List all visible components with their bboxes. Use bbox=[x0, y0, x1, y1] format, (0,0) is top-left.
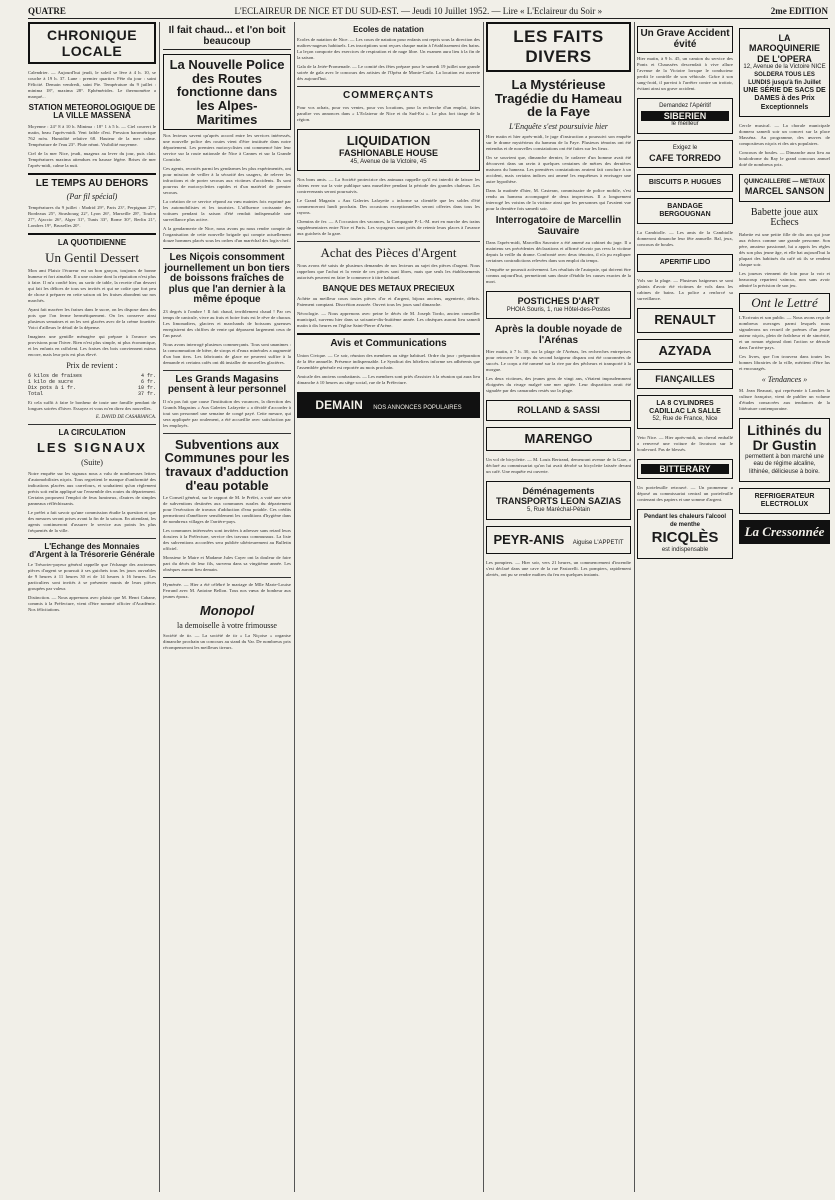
body-text: Les deux victimes, des jeunes gens de vingt ans, s'étaient imprudemment éloignées du rivage malgré une mer agitée. Leur disparition avait été signalée par des camarades restés sur la plage. bbox=[486, 376, 631, 394]
body-text: Nécrologie. — Nous apprenons avec peine le décès de M. Joseph Tordo, ancien conseiller municipal, survenu hier dans sa soixante-dix-huitième année. Les obsèques auront lieu samedi matin à dix heures en l'église Saint-Pierre d'Arène. bbox=[297, 311, 480, 329]
body-text: Un portefeuille retrouvé. — Un promeneur a déposé au commissariat central un portefeuille contenant des papiers et une somme d'argent. bbox=[637, 485, 733, 503]
body-text: Nous avons été saisis de plusieurs demandes de nos lecteurs au sujet des pièces d'argent. Nous rappelons que l'achat et la vente de ces pièces sont libres, mais que seuls les établissements autorisés peuvent en faire le commerce à titre habituel. bbox=[297, 262, 480, 280]
prix-table bbox=[28, 373, 156, 397]
renault-title: RENAULT bbox=[654, 312, 716, 328]
divider bbox=[28, 173, 156, 175]
column-chronique bbox=[28, 22, 156, 1194]
divider bbox=[28, 424, 156, 425]
section-banner-chronique: CHRONIQUE LOCALE bbox=[28, 22, 156, 64]
body-text: Un vol de bicyclette. — M. Louis Bertrand, demeurant avenue de la Gare, a déclaré au commissariat qu'on lui avait dérobé sa bicyclette laissée devant un café. Une enquête est ouverte. bbox=[486, 457, 631, 475]
quotidienne-heading: LA QUOTIDIENNE bbox=[57, 237, 127, 247]
column-right bbox=[739, 22, 830, 1194]
body-text: Veto Nice. — Hier après-midi, un cheval emballé a renversé une voiture de livraison sur le boulevard. Pas de blessés. bbox=[637, 435, 733, 453]
body-text: La Cambiolle. — Les amis de la Cambiolle donneront dimanche leur fête annuelle. Bal, jeux, concours de boules. bbox=[637, 230, 733, 248]
divider bbox=[163, 370, 291, 371]
body-text: 23 degrés à l'ombre ! Il fait chaud, terriblement chaud ! Par ces temps de canicule, vivre au frais et boire frais est le rêve de chacun. Les limonadiers, glaciers et marchands de boissons gazeuses enregistrent des chiffres de vente qui dépassent largement ceux de l'an passé. bbox=[163, 308, 291, 338]
liquidation-ad bbox=[297, 129, 480, 171]
fiancailles-title: FIANÇAILLES bbox=[655, 373, 715, 384]
column-police bbox=[163, 22, 291, 1194]
ricqles-pre: Pendant les chaleurs l'alcool de menthe bbox=[643, 514, 727, 529]
body-text: L'Ecrivain et son public. — Nous avons reçu de nombreux ouvrages parmi lesquels nous signalerons un recueil de poèmes d'un jeune auteur niçois, plein de fraîcheur et de sincérité, et un roman régional dont l'action se déroule dans l'arrière-pays. bbox=[739, 315, 830, 351]
edition-label: 2me EDITION bbox=[770, 6, 828, 16]
siberien-post: le meilleur bbox=[671, 121, 699, 128]
signaux-subheading: (Suite) bbox=[81, 458, 103, 468]
monopol-ad-title: Monopol bbox=[199, 603, 255, 619]
rolland-title: ROLLAND & SASSI bbox=[517, 405, 600, 416]
body-text: Hier matin et hier après-midi, le juge d'instruction a poursuivi son enquête sur le drame mystérieux du hameau de la Faye. Plusieurs témoins ont été entendus et de nouvelles constatations ont été faites sur les lieux. bbox=[486, 134, 631, 152]
divider bbox=[28, 538, 156, 539]
body-text: Calendrier. — Aujourd'hui jeudi, le soleil se lève à 4 h. 10, se couche à 19 h. 37. Lune : premier quartier. Fête du jour : saint Félicité. Demain vendredi, saint Pie. Température du 9 juillet : minima 18°, maxima 28°. Ephémérides. Le thermomètre a marqué... bbox=[28, 70, 156, 99]
commercants-heading: COMMERÇANTS bbox=[343, 90, 434, 102]
article-subtitle: Interrogatoire de Marcellin Sauvaire bbox=[495, 215, 622, 237]
tendances-title: « Tendances » bbox=[761, 375, 808, 385]
maroquinerie-title: LA MAROQUINERIE DE L'OPERA bbox=[748, 33, 820, 64]
article-title: La Mystérieuse Tragédie du Hameau de la Faye bbox=[494, 77, 623, 120]
electrolux-ad bbox=[739, 488, 830, 514]
bandage-ad bbox=[637, 198, 733, 224]
circulation-heading: LA CIRCULATION bbox=[58, 428, 126, 438]
body-text: Le Trésorier-payeur général rappelle que l'échange des anciennes pièces d'argent se poursuit à ses guichets tous les jours ouvrables de 9 heures à 11 heures 30 et de 14 heures à 16 heures. Les particuliers sont invités à se présenter munis de leurs pièces groupées par valeur. bbox=[28, 562, 156, 592]
lithines-subtitle: permettent à bon marché une eau de régime alcaline, lithinée, délicieuse à boire. bbox=[745, 453, 824, 476]
azyada-ad bbox=[637, 339, 733, 363]
fashionable-address: 45, Avenue de la Victoire, 45 bbox=[350, 158, 427, 165]
body-text: Le Conseil général, sur le rapport de M. le Préfet, a voté une série de subventions destinées aux communes rurales du département pour l'exécution de travaux d'adduction d'eau potable. Ces crédits permettront d'améliorer sensiblement les conditions d'hygiène dans de nombreux villages de l'arrière-pays. bbox=[163, 495, 291, 525]
body-text: Monsieur le Maire et Madame Jules Cayer ont la douleur de faire part du décès de leur fils, survenu dans sa vingtième année. Les obsèques auront lieu demain. bbox=[163, 555, 291, 573]
article-title: Ecoles de natation bbox=[353, 25, 424, 34]
article-title: La Nouvelle Police des Routes fonctionne dans les Alpes-Maritimes bbox=[163, 54, 291, 130]
article-title: Les Niçois consomment journellement un bon tiers de boissons fraîches de plus que l'an dernier à la même époque bbox=[164, 252, 290, 306]
demain-title: DEMAIN bbox=[315, 397, 363, 412]
cafe-title: CAFE TORREDO bbox=[649, 152, 721, 163]
biscuits-title: BISCUITS P. HUGUES bbox=[648, 179, 722, 187]
byline: E. DAVID DE CASABIANCA. bbox=[95, 415, 156, 421]
maroquinerie-ad bbox=[739, 28, 830, 117]
avis-heading: Avis et Communications bbox=[330, 338, 447, 350]
peyr-anis-subtitle: Aiguise L'APPETIT bbox=[572, 539, 624, 546]
cadillac-address: 52, Rue de France, Nice bbox=[652, 416, 718, 423]
ricqles-subtitle: est indispensable bbox=[661, 546, 709, 553]
divider bbox=[297, 241, 480, 242]
lithines-ad bbox=[739, 418, 830, 482]
body-text: Société de tir. — La société de tir « La Niçoise » organise dimanche prochain un concours au stand du Var. De nombreux prix récompenseront les meilleurs tireurs. bbox=[163, 633, 291, 651]
body-text: Les pompiers. — Hier soir, vers 21 heures, un commencement d'incendie s'est déclaré dans une cave de la rue Pastorelli. Les pompiers, rapidement alertés, ont pu se rendre maîtres du feu en quelques instants. bbox=[486, 559, 631, 577]
ricqles-title: RICQLÈS bbox=[651, 529, 719, 547]
liquidation-title: LIQUIDATION bbox=[346, 132, 431, 148]
transports-address: 5, Rue Maréchal-Pétain bbox=[526, 506, 591, 513]
body-text: Ecoles de natation de Nice. — Les cours de natation pour enfants ont repris sous la direction des maîtres-nageurs habituels. Les inscriptions sont reçues chaque matin à l'établissement des bains. La leçon comporte des exercices de respiration et de nage libre. Un examen aura lieu à la fin de la saison. bbox=[297, 37, 480, 61]
body-text: Dans l'après-midi, Marcellin Sauvaire a été amené au cabinet du juge. Il a maintenu ses précédentes déclarations et affirmé n'avoir pas revu la victime depuis la veille du drame. Confronté avec deux témoins, il n'a pu expliquer certaines contradictions relevées dans son emploi du temps. bbox=[486, 240, 631, 264]
fashionable-title: FASHIONABLE HOUSE bbox=[338, 148, 438, 159]
body-text: Il n'a pas fait que cause l'institution des vacances, la direction des Grands Magasins « Aux Galeries Lafayette » a décidé d'accorder à tout son personnel une semaine de congé payé. Cette mesure, qui sera appliquée par roulement, a été accueillie avec satisfaction par les employés. bbox=[163, 398, 291, 428]
article-title: Un Grave Accident évité bbox=[637, 26, 733, 53]
body-text: Nos lecteurs savent qu'après accord entre les services intéressés, une nouvelle police des routes vient d'être instituée dans notre département. Les premiers motocyclistes ont commencé hier leur service sur la route nationale de Nice à Cannes et sur la Grande Corniche. bbox=[163, 133, 291, 163]
peyr-anis-title: PEYR-ANIS bbox=[493, 531, 565, 547]
banque-title: BANQUE DES METAUX PRECIEUX bbox=[322, 283, 455, 293]
body-text: Pour vos achats, pour vos ventes, pour vos locations, pour la recherche d'un emploi, faites paraître vos annonces dans « L'Eclaireur de Nice et du Sud-Est ». Le plus fort tirage de la région. bbox=[297, 104, 480, 122]
running-header bbox=[28, 4, 828, 19]
body-text: A la gendarmerie de Nice, nous avons pu nous rendre compte de l'organisation de cette nouvelle brigade qui compte actuellement douze hommes placés sous les ordres d'un maréchal des logis-chef. bbox=[163, 226, 291, 244]
table-row: 1 kilo de sucre 6 fr. bbox=[28, 379, 156, 386]
column-ads bbox=[637, 22, 830, 1194]
body-text: Vols sur la plage. — Plusieurs baigneurs se sont plaints d'avoir été victimes de vols dans les cabines de bains. La police a renforcé sa surveillance. bbox=[637, 278, 733, 302]
maroquinerie-solde: SOLDERA TOUS LES LUNDIS jusqu'à fin Juillet bbox=[748, 71, 821, 86]
article-title: Après la double noyade de l'Arénas bbox=[494, 324, 623, 346]
column-communications bbox=[297, 22, 480, 1194]
body-text: Amicale des anciens combattants. — Les membres sont priés d'assister à la réunion qui aura lieu dimanche à 10 heures au siège social, rue de la Préfecture. bbox=[297, 373, 480, 385]
body-text: Ciel de la mer Nice, jeudi, nuageux au lever du jour, puis clair. Températures maxima attendues en hausse légère. Brises de mer l'après-midi, calme la nuit. bbox=[28, 150, 156, 168]
body-text: Concours de boules. — Dimanche aura lieu au boulodrome du Ray le grand concours annuel doté de nombreux prix. bbox=[739, 149, 830, 167]
article-title: Un Gentil Dessert bbox=[45, 250, 139, 266]
bitterary-ad bbox=[637, 459, 733, 479]
body-text: Cercle musical. — La chorale municipale donnera samedi soir un concert sur la place Masséna. Au programme, des œuvres de compositeurs niçois et des airs populaires. bbox=[739, 122, 830, 146]
body-text: Moyenne : 24° 8 à 10 h. Minima : 18° 1 à 5 h. — Ciel couvert le matin, beau l'après-midi. Vent faible d'est. Pression barométrique 762 m/m. Humidité relative 68. Hauteur de la mer calme. Température de l'eau 23°. Pluie néant. Visibilité moyenne. bbox=[28, 123, 156, 147]
body-text: M. Jean Beaurat, qui représente à Londres la culture française, vient de publier un volume d'études consacrées aux tendances de la littérature contemporaine. bbox=[739, 387, 830, 411]
siberien-title: SIBERIEN bbox=[641, 111, 729, 121]
body-text: Dans la matinée d'hier, M. Casteran, commissaire de police mobile, s'est rendu au hameau accompagné de deux inspecteurs. Il a longuement interrogé les voisins de la victime ainsi que les personnes qui l'avaient vue pour la dernière fois samedi soir. bbox=[486, 188, 631, 212]
bitterary-title: BITTERARY bbox=[641, 464, 729, 474]
marengo-ad bbox=[486, 427, 631, 451]
page-number: QUATRE bbox=[28, 6, 66, 16]
section-banner-faits-divers: LES FAITS DIVERS bbox=[486, 22, 631, 72]
body-text: Ces agents, recrutés parmi les gendarmes les plus expérimentés, ont pour mission de veiller à la sécurité des usagers, de relever les infractions et de porter secours aux victimes d'accidents. Ils sont pourvus de motocyclettes rapides et d'un matériel de premier secours. bbox=[163, 166, 291, 196]
article-title: Achat des Pièces d'Argent bbox=[320, 245, 457, 261]
article-title: Subventions aux Communes pour les travaux d'adduction d'eau potable bbox=[164, 436, 290, 493]
body-text: Gala de la Jetée-Promenade. — Le comité des fêtes prépare pour le samedi 19 juillet une grande soirée de gala avec le concours des artistes de l'Opéra de Monte-Carlo. La location est ouverte dès aujourd'hui. bbox=[297, 64, 480, 82]
rolland-ad bbox=[486, 400, 631, 420]
lido-title: APERITIF LIDO bbox=[659, 259, 711, 267]
monopol-ad-subtitle: la demoiselle à votre frimousse bbox=[177, 620, 277, 630]
body-text: Les joueurs viennent de loin pour la voir et beaucoup repartent vaincus, non sans avoir admiré la précision de son jeu. bbox=[739, 270, 830, 288]
postiches-ad bbox=[486, 291, 631, 319]
cafe-pre: Exigez le bbox=[672, 144, 698, 151]
article-title: Babette joue aux Echecs bbox=[750, 206, 819, 229]
electrolux-title: REFRIGERATEUR ELECTROLUX bbox=[754, 492, 815, 508]
postiches-subtitle: PHOIA Souris, 1, rue Hôtel-des-Postes bbox=[506, 306, 611, 313]
demenagements-title: Déménagements bbox=[522, 486, 595, 497]
body-text: Babette est une petite fille de dix ans qui joue aux échecs comme une grande personne. Son père, amateur passionné, lui a appris les règles dès son plus jeune âge, et elle bat aujourd'hui la plupart des habitués du café où ils se rendent chaque soir. bbox=[739, 231, 830, 267]
body-text: Ces livres, que l'on trouvera dans toutes les bonnes librairies de la ville, méritent d'être lus et encouragés. bbox=[739, 354, 830, 372]
transports-ad bbox=[486, 481, 631, 519]
cressonnee-ad bbox=[739, 520, 830, 544]
column-accident bbox=[637, 22, 733, 1194]
body-text: Les communes intéressées sont invitées à adresser sans retard leurs dossiers à la Préfecture, service des travaux communaux. La liste des subventions accordées sera publiée ultérieurement au Bulletin officiel. bbox=[163, 528, 291, 552]
divider bbox=[28, 233, 156, 235]
article-title: Il fait chaud... et l'on boit beaucoup bbox=[163, 26, 291, 50]
ricqles-ad bbox=[637, 509, 733, 559]
column-faits-divers bbox=[486, 22, 631, 1194]
echange-heading: L'Echange des Monnaies d'Argent à la Trésorerie Générale bbox=[29, 541, 155, 559]
cadillac-title: LA 8 CYLINDRES CADILLAC LA SALLE bbox=[649, 400, 721, 416]
column-rule bbox=[483, 22, 484, 1192]
column-rule bbox=[159, 22, 160, 1192]
body-text: Le Grand Magasin « Aux Galeries Lafayette » informe sa clientèle que les soldes d'été commenceront lundi prochain. Des occasions exceptionnelles seront offertes dans tous les rayons. bbox=[297, 198, 480, 216]
divider bbox=[297, 333, 480, 335]
divider bbox=[163, 433, 291, 434]
body-text: L'enquête se poursuit activement. Les résultats de l'autopsie, qui doivent être connus aujourd'hui, permettront sans doute d'établir les causes exactes de la mort. bbox=[486, 267, 631, 285]
divider bbox=[163, 577, 291, 578]
body-text: On se souvient que, dimanche dernier, le cadavre d'un homme avait été découvert dans un ravin à quelques centaines de mètres des dernières maisons du hameau. Les premières constatations avaient fait conclure à un accident, mais certains indices ont amené les enquêteurs à envisager une autre hypothèse. bbox=[486, 155, 631, 185]
body-text: Union Civique. — Ce soir, réunion des membres au siège habituel. Ordre du jour : préparation de la fête annuelle. Présence indispensable. Le Syndicat des hôteliers informe ses adhérents que l'assemblée générale est reportée au mois prochain. bbox=[297, 352, 480, 370]
body-text: Chemins de fer. — A l'occasion des vacances, la Compagnie P.-L.-M. met en marche des trains supplémentaires entre Nice et Paris. Les voyageurs sont priés de retenir leurs places à l'avance aux guichets de la gare. bbox=[297, 219, 480, 237]
postiches-title: POSTICHES D'ART bbox=[517, 296, 600, 307]
bandage-title: BANDAGE BERGOUGNAN bbox=[659, 203, 711, 219]
body-text: Hyménée. — Hier a été célébré le mariage de Mlle Marie-Louise Ferrand avec M. Antoine Bellon. Tous nos vœux de bonheur aux jeunes époux. bbox=[163, 582, 291, 600]
renault-ad bbox=[637, 308, 733, 332]
marengo-title: MARENGO bbox=[524, 430, 593, 446]
siberien-ad bbox=[637, 98, 733, 134]
maroquinerie-serie: UNE SÉRIE DE SACS DE DAMES à des Prix Exceptionnels bbox=[743, 87, 826, 111]
body-text: Imaginez une gentille ménagère qui prépare à l'avance ses provisions pour l'hiver. Rien n'est plus simple, ni plus économique, et les enfants en raffolent. Les fraises des bois conviennent mieux encore, mais leur prix est plus élevé. bbox=[28, 333, 156, 357]
azyada-title: AZYADA bbox=[658, 342, 712, 358]
biscuits-ad bbox=[637, 174, 733, 192]
demain-ad bbox=[297, 392, 480, 418]
body-text: Hier matin, à 9 h. 45, un camion du service des Ponts et Chaussées descendait à vive allure l'avenue de la Victoire lorsque le conducteur perdit le contrôle de son véhicule. Grâce à son sang-froid, il parvint à l'arrêter contre un trottoir, évitant ainsi un grave accident. bbox=[637, 56, 733, 91]
siberien-pre: Demandez l'Apéritif bbox=[659, 103, 711, 109]
temps-subheading: (Par fil spécial) bbox=[66, 192, 118, 202]
table-row: 6 kilos de fraises 4 fr. bbox=[28, 373, 156, 380]
body-text: Hier matin, à 7 h. 30, sur la plage de l'Arénas, les recherches entreprises pour retrouver le corps du second baigneur disparu ont été couronnées de succès. Le corps a été ramené sur la rive par des pêcheurs et transporté à la morgue. bbox=[486, 349, 631, 373]
temps-heading: LE TEMPS AU DEHORS bbox=[35, 177, 149, 189]
body-text: Nous avons interrogé plusieurs commerçants. Tous sont unanimes : la consommation de bière, de sirops et d'eaux minérales a augmenté d'un bon tiers. Les fabricants de glace ne peuvent suffire à la demande et certains cafés ont dû installer de nouvelles glacières. bbox=[163, 341, 291, 365]
transports-title: TRANSPORTS LEON SAZIAS bbox=[495, 496, 621, 507]
article-subtitle: L'Enquête s'est poursuivie hier bbox=[509, 121, 608, 131]
body-text: Mon ami Plaisir l'écureur est un bon garçon, toujours de bonne humeur et fort aimable. Il a une cuisine dont la réputation n'est plus à faire. Il m'a confié hier, au sortir de table, la recette d'un dessert qui fait les délices de tous ses invités et qui ne coûte que fort peu de chose à préparer en cette saison où les fraises abondent sur nos marchés. bbox=[28, 267, 156, 303]
sanson-ad bbox=[739, 174, 830, 202]
lettre-title: Ont le Lettré bbox=[739, 293, 830, 313]
meteo-heading: STATION METEOROLOGIQUE DE LA VILLE MASSENA bbox=[28, 103, 156, 121]
demain-subtitle: NOS ANNONCES POPULAIRES bbox=[373, 404, 462, 411]
table-row: Dix pots à 1 fr. 10 fr. bbox=[28, 385, 156, 392]
body-text: Le préfet a fait savoir qu'une commission étudie la question et que des mesures seront prises avant la fin de la saison. En attendant, les agents continueront d'assurer le service aux points les plus fréquentés de la ville. bbox=[28, 509, 156, 533]
body-text: Nos bons amis. — La Société protectrice des animaux rappelle qu'il est interdit de laisser les chiens errer sur la voie publique sans muselière pendant la période des grandes chaleurs. Les contrevenants seront poursuivis. bbox=[297, 177, 480, 195]
cressonnee-title: La Cressonnée bbox=[744, 524, 825, 539]
divider bbox=[297, 86, 480, 87]
maroquinerie-address: 12, Avenue de la Victoire NICE bbox=[743, 64, 826, 71]
signaux-heading: LES SIGNAUX bbox=[36, 440, 148, 456]
article-title: Les Grands Magasins pensent à leur personnel bbox=[167, 373, 287, 396]
body-text: La création de ce service répond au vœu maintes fois exprimé par les automobilistes et les touristes. L'affluence croissante des voitures pendant la saison d'été rendait indispensable une surveillance plus active. bbox=[163, 199, 291, 223]
divider bbox=[163, 248, 291, 249]
lithines-title: Lithinés du Dr Gustin bbox=[747, 421, 822, 454]
peyr-anis-ad bbox=[486, 526, 631, 554]
masthead-line: L'ECLAIREUR DE NICE ET DU SUD-EST. — Jeudi 10 Juillet 1952. — Lire « L'Eclaireur du Soir » bbox=[234, 6, 603, 16]
prix-label: Prix de revient : bbox=[66, 360, 118, 370]
body-text: Températures du 9 juillet : Madrid 29°, Paris 23°, Perpignan 27°, Bordeaux 25°, Strasbourg 22°, Lyon 26°, Marseille 28°, Toulon 27°, Ajaccio 26°, Alger 31°, Tunis 33°, Rome 30°, Berlin 21°, Londres 19°, Bruxelles 20°. bbox=[28, 204, 156, 228]
column-rule bbox=[294, 22, 295, 1192]
body-text: Ayant fait macérer les fraises dans le sucre, on les dispose dans des pots que l'on ferme hermétiquement. On les conserve ainsi plusieurs semaines et on les sert glacées avec de la crème fouettée. Voici d'ailleurs le détail de la dépense. bbox=[28, 306, 156, 330]
body-text: Et cela suffit à faire le bonheur de toute une famille pendant de longues soirées d'hiver. Essayez et vous m'en direz des nouvelles. bbox=[28, 400, 156, 412]
body-text: Distinction. — Nous apprenons avec plaisir que M. Henri Cabane, commis à la Préfecture, vient d'être nommé officier d'Académie. Nos félicitations. bbox=[28, 595, 156, 613]
fiancailles-ad bbox=[637, 369, 733, 389]
body-text: Notre enquête sur les signaux nous a valu de nombreuses lettres d'automobilistes niçois. Tous regrettent le manque d'uniformité des indications placées aux carrefours, et souhaitent qu'un règlement précis soit enfin appliqué sur l'ensemble des routes du département. Certains proposent l'emploi de feux lumineux, d'autres de simples panneaux réfléchissants. bbox=[28, 470, 156, 506]
table-row: Total 37 fr. bbox=[28, 391, 156, 398]
column-rule bbox=[634, 22, 635, 1192]
body-text: Achète au meilleur cours toutes pièces d'or et d'argent, bijoux anciens, argenterie, débris. Paiement comptant. Discrétion assurée. Ouvert tous les jours sauf dimanche. bbox=[297, 296, 480, 308]
cadillac-ad bbox=[637, 395, 733, 429]
sanson-title: MARCEL SANSON bbox=[744, 186, 825, 197]
quincaillerie-title: QUINCAILLERIE — METAUX bbox=[744, 178, 825, 185]
cafe-ad bbox=[637, 140, 733, 168]
lido-ad bbox=[637, 254, 733, 272]
